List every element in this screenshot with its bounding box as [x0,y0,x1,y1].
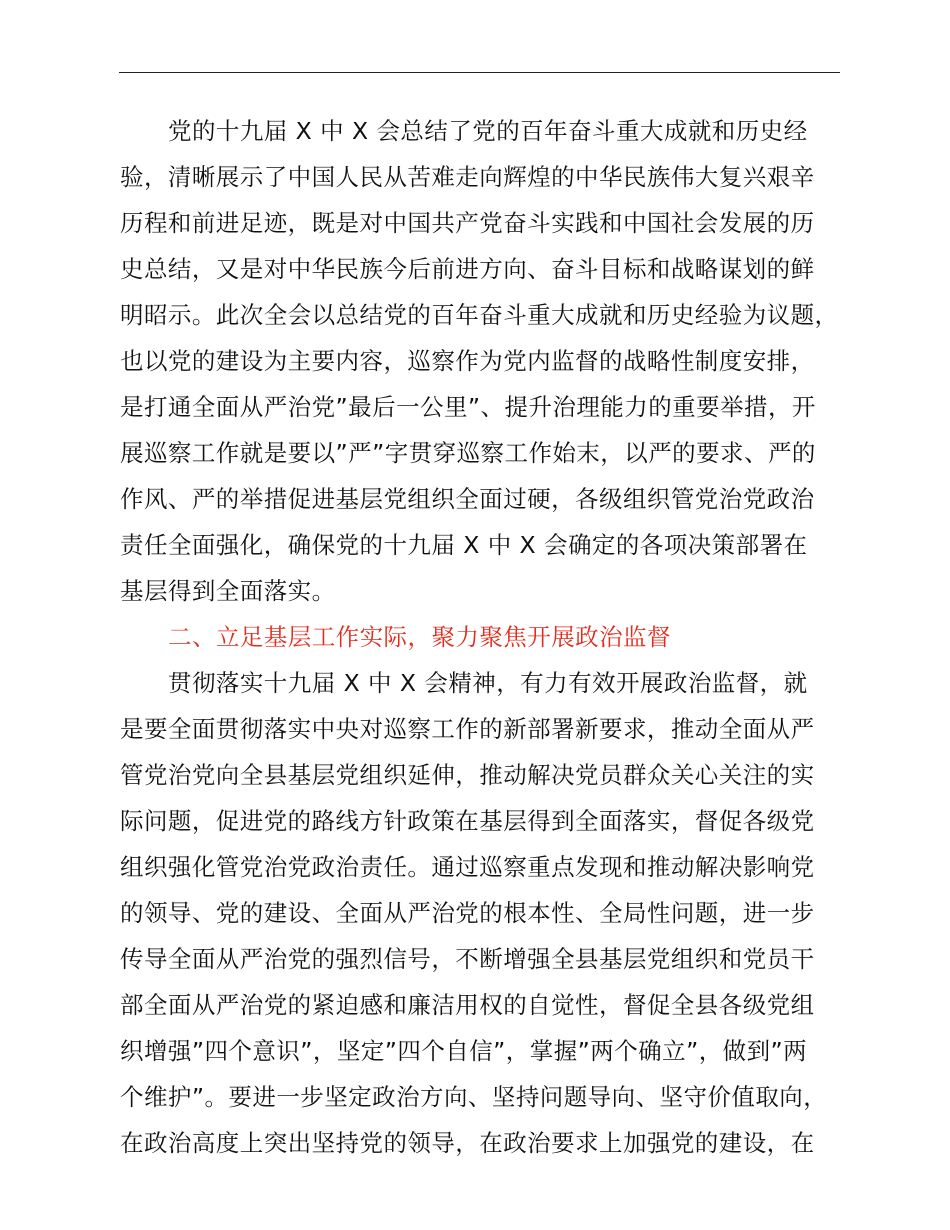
paragraph-line: 个维护”。要进一步坚定政治方向、坚持问题导向、坚守价值取向， [120,1083,828,1111]
paragraph-line: 明昭示。此次全会以总结党的百年奋斗重大成就和历史经验为议题， [120,301,839,329]
paragraph-line: 作风、严的举措促进基层党组织全面过硬，各级组织管党治党政治 [120,485,815,513]
paragraph-line: 传导全面从严治党的强烈信号，不断增强全县基层党组织和党员干 [120,945,815,973]
section-heading: 二、立足基层工作实际，聚力聚焦开展政治监督 [168,623,671,651]
paragraph-line: 展巡察工作就是要以”严”字贯穿巡察工作始末，以严的要求、严的 [120,439,816,467]
paragraph-line: 也以党的建设为主要内容，巡察作为党内监督的战略性制度安排， [120,347,815,375]
paragraph-line: 责任全面强化，确保党的十九届 X 中 X 会确定的各项决策部署在 [120,531,808,559]
paragraph-line: 党的十九届 X 中 X 会总结了党的百年奋斗重大成就和历史经 [168,117,808,145]
paragraph-line: 在政治高度上突出坚持党的领导，在政治要求上加强党的建设，在 [120,1129,815,1157]
paragraph-line: 历程和前进足迹，既是对中国共产党奋斗实践和中国社会发展的历 [120,209,815,237]
paragraph-line: 验，清晰展示了中国人民从苦难走向辉煌的中华民族伟大复兴艰辛 [120,163,815,191]
paragraph-line: 史总结，又是对中华民族今后前进方向、奋斗目标和战略谋划的鲜 [120,255,815,283]
paragraph-line: 际问题，促进党的路线方针政策在基层得到全面落实，督促各级党 [120,807,815,835]
header-rule [119,72,840,73]
paragraph-line: 部全面从严治党的紧迫感和廉洁用权的自觉性，督促全县各级党组 [120,991,815,1019]
paragraph-line: 是要全面贯彻落实中央对巡察工作的新部署新要求，推动全面从严 [120,715,815,743]
paragraph-line: 组织强化管党治党政治责任。通过巡察重点发现和推动解决影响党 [120,853,815,881]
paragraph-line: 基层得到全面落实。 [120,577,336,605]
paragraph-1 [120,108,840,614]
paragraph-line: 管党治党向全县基层党组织延伸，推动解决党员群众关心关注的实 [120,761,815,789]
document-body [120,108,840,1166]
paragraph-line: 的领导、党的建设、全面从严治党的根本性、全局性问题，进一步 [120,899,815,927]
paragraph-line: 织增强”四个意识”，坚定”四个自信”，掌握”两个确立”，做到”两 [120,1037,808,1065]
paragraph-line: 是打通全面从严治党”最后一公里”、提升治理能力的重要举措，开 [120,393,816,421]
paragraph-line: 贯彻落实十九届 X 中 X 会精神，有力有效开展政治监督，就 [168,669,808,697]
paragraph-2 [120,660,840,1166]
